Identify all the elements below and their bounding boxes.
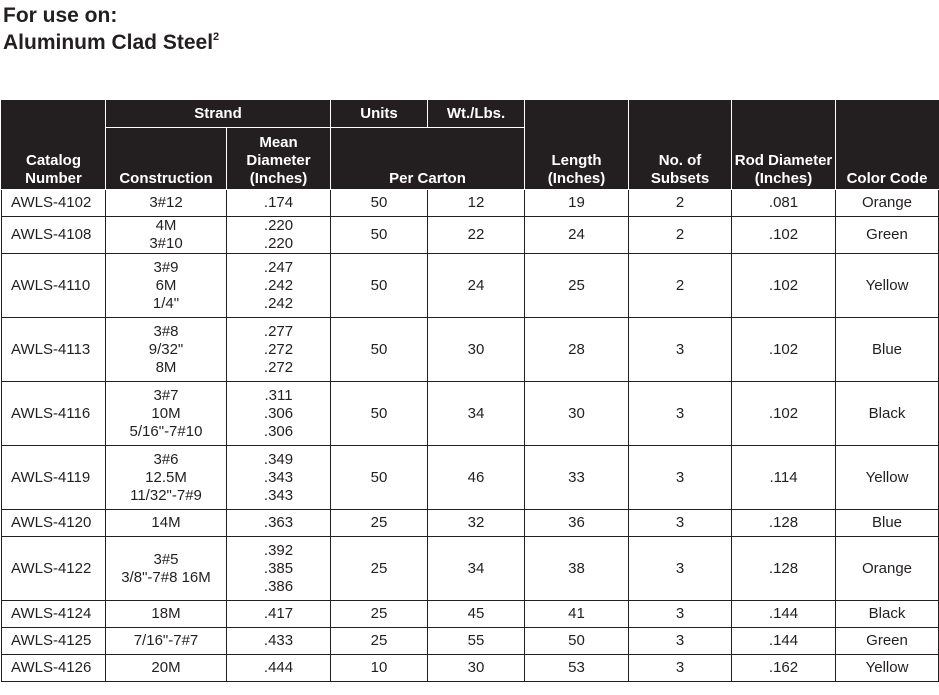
header-catalog-number: Catalog Number bbox=[2, 101, 106, 190]
units-per-carton-cell: 25 bbox=[331, 510, 428, 537]
catalog-number-cell: AWLS-4113 bbox=[2, 318, 106, 382]
weight-per-carton-cell: 30 bbox=[428, 318, 525, 382]
mean-diameter-line: .277 bbox=[263, 322, 294, 340]
mean-diameter-cell bbox=[227, 537, 331, 601]
subsets-cell: 2 bbox=[629, 190, 732, 217]
rod-diameter-cell: .114 bbox=[732, 446, 836, 510]
mean-diameter-line: .363 bbox=[263, 514, 294, 531]
mean-diameter-cell bbox=[227, 601, 331, 628]
length-cell: 28 bbox=[525, 318, 629, 382]
rod-diameter-cell: .128 bbox=[732, 510, 836, 537]
units-per-carton-cell: 50 bbox=[331, 217, 428, 254]
table-row bbox=[2, 382, 939, 446]
mean-diameter-cell bbox=[227, 217, 331, 254]
mean-diameter-line: .247 bbox=[263, 258, 294, 276]
table-body bbox=[2, 190, 939, 682]
weight-per-carton-cell: 32 bbox=[428, 510, 525, 537]
construction-cell bbox=[106, 537, 227, 601]
units-per-carton-cell: 50 bbox=[331, 382, 428, 446]
construction-cell bbox=[106, 217, 227, 254]
construction-line: 3#5 bbox=[153, 550, 179, 568]
color-code-cell: Orange bbox=[836, 537, 939, 601]
table-row bbox=[2, 510, 939, 537]
mean-diameter-line: .392 bbox=[263, 541, 294, 559]
header-mean-diameter: Mean Diameter (Inches) bbox=[227, 128, 331, 190]
units-per-carton-cell: 25 bbox=[331, 628, 428, 655]
title-material: Aluminum Clad Steel bbox=[3, 31, 214, 54]
length-cell: 53 bbox=[525, 655, 629, 682]
mean-diameter-line: .385 bbox=[263, 559, 294, 577]
mean-diameter-cell bbox=[227, 628, 331, 655]
subsets-cell: 2 bbox=[629, 217, 732, 254]
length-cell: 50 bbox=[525, 628, 629, 655]
mean-diameter-line: .220 bbox=[263, 235, 294, 252]
header-subsets: No. of Subsets bbox=[629, 101, 732, 190]
mean-diameter-cell bbox=[227, 446, 331, 510]
construction-line: 7/16"-7#7 bbox=[133, 632, 199, 649]
mean-diameter-line: .433 bbox=[263, 632, 294, 649]
construction-line: 3#6 bbox=[153, 450, 179, 468]
catalog-number-cell: AWLS-4119 bbox=[2, 446, 106, 510]
table-row bbox=[2, 655, 939, 682]
table-row bbox=[2, 254, 939, 318]
construction-line: 12.5M bbox=[145, 468, 187, 486]
subsets-cell: 3 bbox=[629, 510, 732, 537]
subsets-cell: 3 bbox=[629, 318, 732, 382]
rod-diameter-cell: .144 bbox=[732, 601, 836, 628]
table-row bbox=[2, 537, 939, 601]
color-code-cell: Yellow bbox=[836, 655, 939, 682]
table-row bbox=[2, 190, 939, 217]
length-cell: 30 bbox=[525, 382, 629, 446]
construction-line: 20M bbox=[151, 659, 181, 676]
mean-diameter-line: .417 bbox=[263, 605, 294, 622]
units-per-carton-cell: 50 bbox=[331, 254, 428, 318]
weight-per-carton-cell: 24 bbox=[428, 254, 525, 318]
construction-cell bbox=[106, 382, 227, 446]
construction-line: 5/16"-7#10 bbox=[129, 422, 203, 440]
construction-line: 6M bbox=[155, 276, 177, 294]
length-cell: 38 bbox=[525, 537, 629, 601]
construction-line: 18M bbox=[151, 605, 181, 622]
construction-line: 4M bbox=[155, 217, 177, 234]
construction-line: 3/8"-7#8 16M bbox=[121, 568, 211, 586]
construction-cell bbox=[106, 601, 227, 628]
construction-line: 3#10 bbox=[149, 235, 183, 252]
mean-diameter-line: .242 bbox=[263, 276, 294, 294]
catalog-number-cell: AWLS-4126 bbox=[2, 655, 106, 682]
mean-diameter-line: .386 bbox=[263, 577, 294, 595]
header-per-carton: Per Carton bbox=[331, 128, 525, 190]
units-per-carton-cell: 50 bbox=[331, 190, 428, 217]
mean-diameter-cell bbox=[227, 318, 331, 382]
weight-per-carton-cell: 34 bbox=[428, 537, 525, 601]
construction-line: 3#7 bbox=[153, 386, 179, 404]
mean-diameter-cell bbox=[227, 254, 331, 318]
units-per-carton-cell: 25 bbox=[331, 601, 428, 628]
rod-diameter-cell: .081 bbox=[732, 190, 836, 217]
table-row bbox=[2, 318, 939, 382]
color-code-cell: Black bbox=[836, 601, 939, 628]
units-per-carton-cell: 50 bbox=[331, 446, 428, 510]
mean-diameter-line: .272 bbox=[263, 340, 294, 358]
spec-table bbox=[1, 100, 939, 682]
catalog-number-cell: AWLS-4108 bbox=[2, 217, 106, 254]
length-cell: 36 bbox=[525, 510, 629, 537]
construction-line: 3#9 bbox=[153, 258, 179, 276]
subsets-cell: 3 bbox=[629, 628, 732, 655]
rod-diameter-cell: .102 bbox=[732, 318, 836, 382]
mean-diameter-line: .242 bbox=[263, 294, 294, 312]
color-code-cell: Blue bbox=[836, 318, 939, 382]
construction-cell bbox=[106, 446, 227, 510]
catalog-number-cell: AWLS-4110 bbox=[2, 254, 106, 318]
table-row bbox=[2, 217, 939, 254]
subsets-cell: 3 bbox=[629, 537, 732, 601]
mean-diameter-line: .444 bbox=[263, 659, 294, 676]
construction-line: 10M bbox=[151, 404, 181, 422]
color-code-cell: Yellow bbox=[836, 446, 939, 510]
subsets-cell: 3 bbox=[629, 382, 732, 446]
rod-diameter-cell: .162 bbox=[732, 655, 836, 682]
header-weight: Wt./Lbs. bbox=[428, 101, 525, 128]
length-cell: 19 bbox=[525, 190, 629, 217]
construction-cell bbox=[106, 254, 227, 318]
weight-per-carton-cell: 46 bbox=[428, 446, 525, 510]
length-cell: 41 bbox=[525, 601, 629, 628]
units-per-carton-cell: 25 bbox=[331, 537, 428, 601]
catalog-number-cell: AWLS-4116 bbox=[2, 382, 106, 446]
mean-diameter-line: .306 bbox=[263, 404, 294, 422]
subsets-cell: 3 bbox=[629, 446, 732, 510]
rod-diameter-cell: .102 bbox=[732, 254, 836, 318]
color-code-cell: Yellow bbox=[836, 254, 939, 318]
mean-diameter-cell bbox=[227, 382, 331, 446]
catalog-number-cell: AWLS-4124 bbox=[2, 601, 106, 628]
header-rod-diameter: Rod Diameter (Inches) bbox=[732, 101, 836, 190]
units-per-carton-cell: 10 bbox=[331, 655, 428, 682]
title-line-2 bbox=[3, 29, 219, 56]
weight-per-carton-cell: 12 bbox=[428, 190, 525, 217]
mean-diameter-cell bbox=[227, 190, 331, 217]
title-line-1: For use on: bbox=[3, 4, 118, 27]
construction-line: 11/32"-7#9 bbox=[130, 486, 202, 504]
table-row bbox=[2, 601, 939, 628]
table-row bbox=[2, 628, 939, 655]
catalog-number-cell: AWLS-4125 bbox=[2, 628, 106, 655]
rod-diameter-cell: .102 bbox=[732, 382, 836, 446]
weight-per-carton-cell: 22 bbox=[428, 217, 525, 254]
color-code-cell: Orange bbox=[836, 190, 939, 217]
construction-line: 8M bbox=[155, 358, 177, 376]
weight-per-carton-cell: 34 bbox=[428, 382, 525, 446]
construction-line: 14M bbox=[151, 514, 181, 531]
header-construction: Construction bbox=[106, 128, 227, 190]
subsets-cell: 3 bbox=[629, 655, 732, 682]
table-row bbox=[2, 446, 939, 510]
construction-line: 1/4" bbox=[152, 294, 180, 312]
catalog-number-cell: AWLS-4120 bbox=[2, 510, 106, 537]
catalog-number-cell: AWLS-4122 bbox=[2, 537, 106, 601]
subsets-cell: 2 bbox=[629, 254, 732, 318]
weight-per-carton-cell: 45 bbox=[428, 601, 525, 628]
mean-diameter-line: .349 bbox=[263, 450, 294, 468]
construction-cell bbox=[106, 510, 227, 537]
length-cell: 33 bbox=[525, 446, 629, 510]
mean-diameter-cell bbox=[227, 655, 331, 682]
units-per-carton-cell: 50 bbox=[331, 318, 428, 382]
color-code-cell: Green bbox=[836, 217, 939, 254]
color-code-cell: Green bbox=[836, 628, 939, 655]
rod-diameter-cell: .102 bbox=[732, 217, 836, 254]
mean-diameter-line: .174 bbox=[263, 194, 294, 211]
header-color-code: Color Code bbox=[836, 101, 939, 190]
construction-line: 3#12 bbox=[149, 194, 183, 211]
header-length: Length (Inches) bbox=[525, 101, 629, 190]
rod-diameter-cell: .144 bbox=[732, 628, 836, 655]
length-cell: 24 bbox=[525, 217, 629, 254]
header-strand: Strand bbox=[106, 101, 331, 128]
construction-cell bbox=[106, 655, 227, 682]
weight-per-carton-cell: 55 bbox=[428, 628, 525, 655]
construction-cell bbox=[106, 628, 227, 655]
color-code-cell: Black bbox=[836, 382, 939, 446]
construction-line: 3#8 bbox=[153, 322, 179, 340]
color-code-cell: Blue bbox=[836, 510, 939, 537]
mean-diameter-line: .343 bbox=[263, 486, 294, 504]
construction-line: 9/32" bbox=[148, 340, 184, 358]
length-cell: 25 bbox=[525, 254, 629, 318]
header-units: Units bbox=[331, 101, 428, 128]
mean-diameter-line: .220 bbox=[263, 217, 294, 234]
mean-diameter-line: .343 bbox=[263, 468, 294, 486]
catalog-number-cell: AWLS-4102 bbox=[2, 190, 106, 217]
subsets-cell: 3 bbox=[629, 601, 732, 628]
mean-diameter-cell bbox=[227, 510, 331, 537]
mean-diameter-line: .306 bbox=[263, 422, 294, 440]
weight-per-carton-cell: 30 bbox=[428, 655, 525, 682]
mean-diameter-line: .311 bbox=[264, 386, 293, 404]
construction-cell bbox=[106, 190, 227, 217]
page-title bbox=[3, 2, 219, 56]
rod-diameter-cell: .128 bbox=[732, 537, 836, 601]
construction-cell bbox=[106, 318, 227, 382]
title-footnote: 2 bbox=[213, 31, 220, 43]
mean-diameter-line: .272 bbox=[263, 358, 294, 376]
